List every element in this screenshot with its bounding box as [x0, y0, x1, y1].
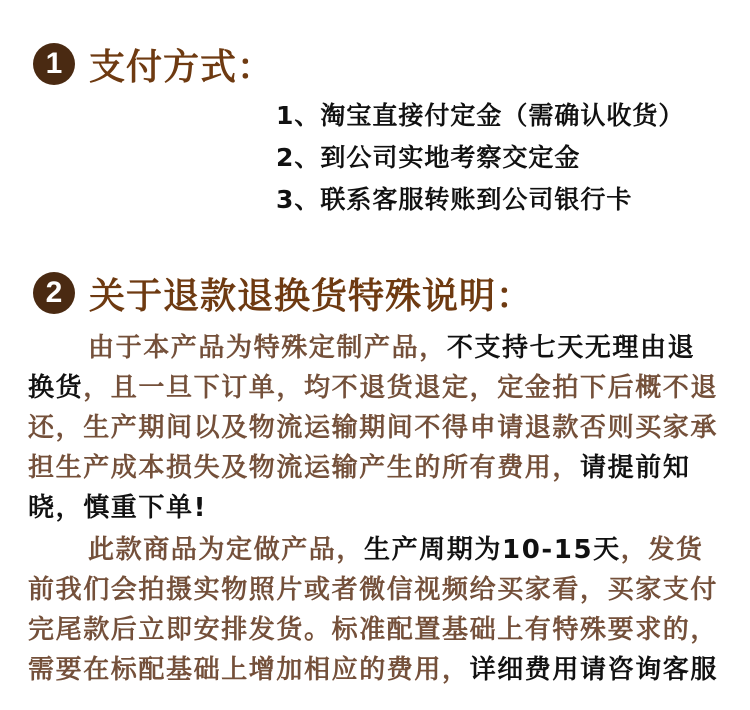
contact-service-text: 详细费用请咨询客服 — [469, 655, 719, 685]
section-refund-heading — [33, 265, 533, 321]
payment-method-title: 支付方式： — [89, 46, 275, 88]
shipping-terms-text: ，发货前我们会拍摄实物照片或者微信视频给买家看，买家支付完尾款后立即安排发货。标准配置基础上有特殊要求的，需要在标配基础上增加相应的费用， — [28, 535, 719, 685]
refund-intro-text: 由于本产品为特殊定制产品， — [88, 333, 447, 363]
refund-terms-text: ，且一旦下订单，均不退货退定，定金拍下后概不退还，生产期间以及物流运输期间不得申请退款否则买家承担生产成本损失及物流运输产生的所有费用， — [28, 373, 719, 483]
section-number-badge-1: 1 — [33, 43, 75, 85]
production-cycle-text: 生产周期为10-15天 — [364, 535, 621, 565]
payment-method-list — [276, 95, 684, 221]
custom-product-text: 此款商品为定做产品， — [88, 535, 365, 565]
payment-method-item: 2、到公司实地考察交定金 — [276, 143, 581, 172]
order-caution-notice: 请提前知晓，慎重下单! — [28, 453, 691, 523]
no-return-notice: 不支持七天无理由退换货 — [28, 333, 696, 403]
payment-method-item: 1、淘宝直接付定金（需确认收货） — [276, 101, 685, 130]
refund-policy-title: 关于退款退换货特殊说明： — [89, 275, 534, 317]
section-number-badge-2: 2 — [33, 272, 75, 314]
payment-method-item: 3、联系客服转账到公司银行卡 — [276, 185, 633, 214]
section-payment-heading — [33, 36, 274, 92]
production-info-paragraph — [28, 530, 718, 690]
refund-policy-paragraph — [28, 328, 718, 528]
